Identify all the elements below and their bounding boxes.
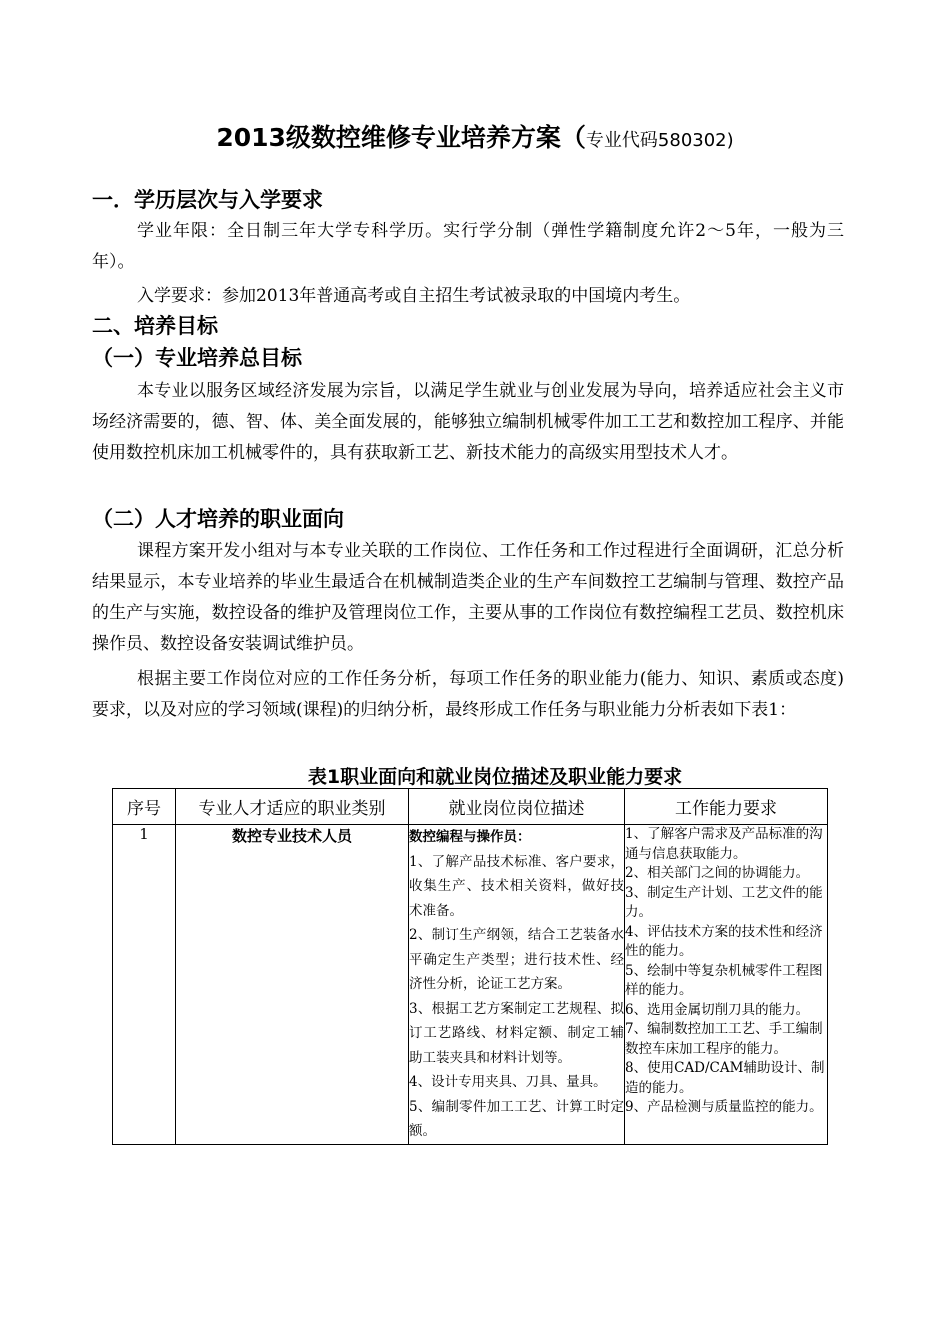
occupation-table xyxy=(112,788,828,1145)
cell-category: 数控专业技术人员 xyxy=(176,825,409,1145)
req-item: 4、评估技术方案的技术性和经济性的能力。 xyxy=(625,923,823,959)
req-item: 6、选用金属切削刀具的能力。 xyxy=(625,1001,810,1018)
title-code: 专业代码580302) xyxy=(585,130,734,151)
subsection1-heading: （一）专业培养总目标 xyxy=(92,346,302,370)
table-row xyxy=(113,825,828,1145)
req-item: 9、产品检测与质量监控的能力。 xyxy=(625,1099,823,1115)
header-job-description: 就业岗位岗位描述 xyxy=(409,789,625,825)
section2-heading: 二、培养目标 xyxy=(92,314,218,338)
section1-heading: 一．学历层次与入学要求 xyxy=(92,188,323,212)
req-item: 1、了解客户需求及产品标准的沟通与信息获取能力。 xyxy=(625,826,823,862)
subsection2-heading: （二）人才培养的职业面向 xyxy=(92,507,344,531)
req-item: 3、制定生产计划、工艺文件的能力。 xyxy=(625,884,823,920)
table-title: 表1职业面向和就业岗位描述及职业能力要求 xyxy=(307,766,683,788)
section1-paragraph-admission: 入学要求：参加2013年普通高考或自主招生考试被录取的中国境内考生。 xyxy=(137,286,691,306)
subsection1-paragraph: 本专业以服务区域经济发展为宗旨，以满足学生就业与创业发展为导向，培养适应社会主义市场经济需要的，德、智、体、美全面发展的，能够独立编制机械零件加工工艺和数控加工程序、并能使用数控机床加工机械零件的，具有获取新工艺、新技术能力的高级实用型技术人才。 xyxy=(92,381,844,463)
section1-paragraph-duration: 学业年限：全日制三年大学专科学历。实行学分制（弹性学籍制度允许2～5年，一般为三年）。 xyxy=(92,221,844,272)
req-item: 5、绘制中等复杂机械零件工程图样的能力。 xyxy=(625,962,823,998)
header-no: 序号 xyxy=(113,789,176,825)
desc-item: 2、制订生产纲领，结合工艺装备水平确定生产类型；进行技术性、经济性分析，论证工艺方案。 xyxy=(409,927,624,992)
cell-no: 1 xyxy=(113,825,176,1145)
desc-item: 5、编制零件加工工艺、计算工时定额。 xyxy=(409,1098,624,1139)
subsection2-paragraph-survey: 课程方案开发小组对与本专业关联的工作岗位、工作任务和工作过程进行全面调研，汇总分析结果显示，本专业培养的毕业生最适合在机械制造类企业的生产车间数控工艺编制与管理、数控产品的生产与实施，数控设备的维护及管理岗位工作，主要从事的工作岗位有数控编程工艺员、数控机床操作员、数控设备安装调试维护员。 xyxy=(92,541,844,654)
cell-ability-requirements xyxy=(625,825,828,1145)
header-ability-requirements: 工作能力要求 xyxy=(625,789,828,825)
desc-item: 3、根据工艺方案制定工艺规程、拟订工艺路线、材料定额、制定工辅助工装夹具和材料计划等。 xyxy=(409,1000,624,1066)
desc-item: 4、设计专用夹具、刀具、量具。 xyxy=(409,1074,607,1090)
table-header-row xyxy=(113,789,828,825)
req-item: 7、编制数控加工工艺、手工编制数控车床加工程序的能力。 xyxy=(625,1021,823,1057)
header-category: 专业人才适应的职业类别 xyxy=(176,789,409,825)
title-main: 2013级数控维修专业培养方案（ xyxy=(216,123,586,152)
desc-lead: 数控编程与操作员： xyxy=(409,829,531,845)
document-title xyxy=(0,118,950,154)
cell-job-description xyxy=(409,825,625,1145)
req-item: 8、使用CAD/CAM辅助设计、制造的能力。 xyxy=(625,1060,825,1096)
subsection2-paragraph-analysis: 根据主要工作岗位对应的工作任务分析，每项工作任务的职业能力(能力、知识、素质或态度)要求，以及对应的学习领域(课程)的归纳分析，最终形成工作任务与职业能力分析表如下表1： xyxy=(92,669,844,720)
desc-item: 1、了解产品技术标准、客户要求，收集生产、技术相关资料，做好技术准备。 xyxy=(409,853,624,919)
req-item: 2、相关部门之间的协调能力。 xyxy=(625,865,810,881)
